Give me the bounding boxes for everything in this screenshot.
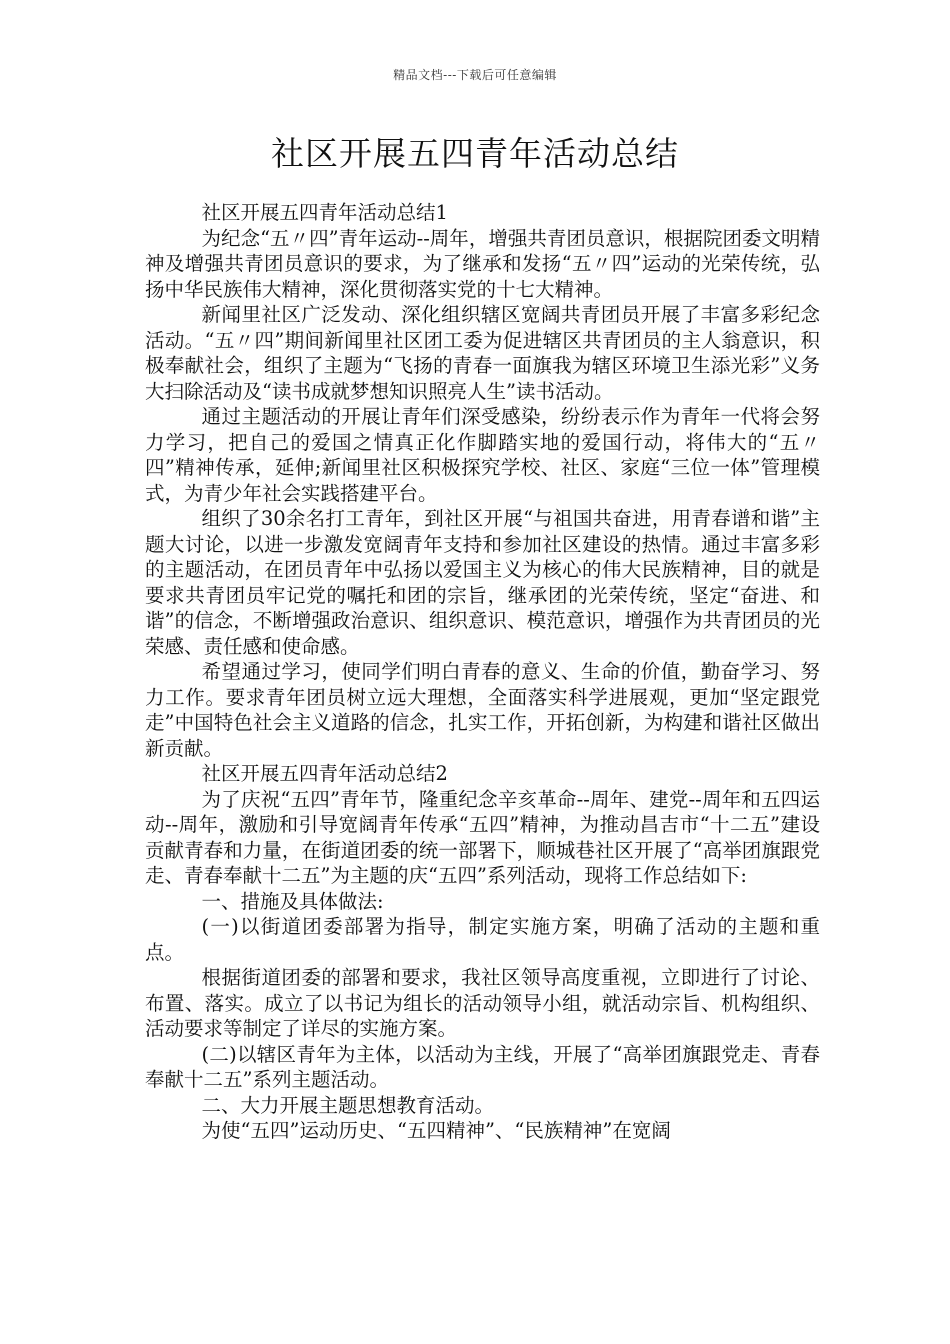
paragraph: 为了庆祝“五四”青年节，隆重纪念辛亥革命--周年、建党--周年和五四运动--周年，激励和引导宽阔青年传承“五四”精神，为推动昌吉市“十二五”建设贡献青春和力量，在街道团委的统一部署下，顺城巷社区开展了“高举团旗跟党走、青春奉献十二五”为主题的庆“五四”系列活动，现将工作总结如下: xyxy=(145,787,820,887)
paragraph: 新闻里社区广泛发动、深化组织辖区宽阔共青团员开展了丰富多彩纪念活动。“五〃四”期间新闻里社区团工委为促进辖区共青团员的主人翁意识，积极奉献社会，组织了主题为“飞扬的青春一面旗我为辖区环境卫生添光彩”义务大扫除活动及“读书成就梦想知识照亮人生”读书活动。 xyxy=(145,303,820,403)
paragraph: 根据街道团委的部署和要求，我社区领导高度重视，立即进行了讨论、布置、落实。成立了以书记为组长的活动领导小组，就活动宗旨、机构组织、活动要求等制定了详尽的实施方案。 xyxy=(145,966,820,1040)
header-note: 精品文档---下载后可任意编辑 xyxy=(393,68,557,82)
paragraph: 为使“五四”运动历史、“五四精神”、“民族精神”在宽阔 xyxy=(201,1119,671,1142)
paragraph: 组织了30余名打工青年，到社区开展“与祖国共奋进，用青春谱和谐”主题大讨论，以进一步激发宽阔青年支持和参加社区建设的热情。通过丰富多彩的主题活动，在团员青年中弘扬以爱国主义为核心的伟大民族精神，目的就是要求共青团员牢记党的嘱托和团的宗旨，继承团的光荣传统，坚定“奋进、和谐”的信念，不断增强政治意识、组织意识、模范意识，增强作为共青团员的光荣感、责任感和使命感。 xyxy=(145,507,820,658)
paragraph-heading-1: 社区开展五四青年活动总结1 xyxy=(201,201,448,224)
paragraph: (二)以辖区青年为主体，以活动为主线，开展了“高举团旗跟党走、青春奉献十二五”系列主题活动。 xyxy=(145,1042,820,1091)
paragraph-heading-2: 社区开展五四青年活动总结2 xyxy=(201,762,448,785)
paragraph: 希望通过学习，使同学们明白青春的意义、生命的价值，勤奋学习、努力工作。要求青年团员树立远大理想，全面落实科学进展观，更加“坚定跟党走”中国特色社会主义道路的信念，扎实工作，开拓创新，为构建和谐社区做出新贡献。 xyxy=(145,660,820,760)
paragraph: 通过主题活动的开展让青年们深受感染，纷纷表示作为青年一代将会努力学习，把自己的爱国之情真正化作脚踏实地的爱国行动，将伟大的“五〃四”精神传承，延伸;新闻里社区积极探究学校、社区、家庭“三位一体”管理模式，为青少年社会实践搭建平台。 xyxy=(145,405,820,505)
document-body xyxy=(145,200,820,1144)
section-heading: 二、大力开展主题思想教育活动。 xyxy=(201,1093,495,1117)
paragraph: (一)以街道团委部署为指导，制定实施方案，明确了活动的主题和重点。 xyxy=(145,915,820,964)
section-heading: 一、措施及具体做法: xyxy=(201,889,384,913)
document-title: 社区开展五四青年活动总结 xyxy=(271,134,679,173)
paragraph: 为纪念“五〃四”青年运动--周年，增强共青团员意识，根据院团委文明精神及增强共青团员意识的要求，为了继承和发扬“五〃四”运动的光荣传统，弘扬中华民族伟大精神，深化贯彻落实党的十七大精神。 xyxy=(145,226,820,301)
